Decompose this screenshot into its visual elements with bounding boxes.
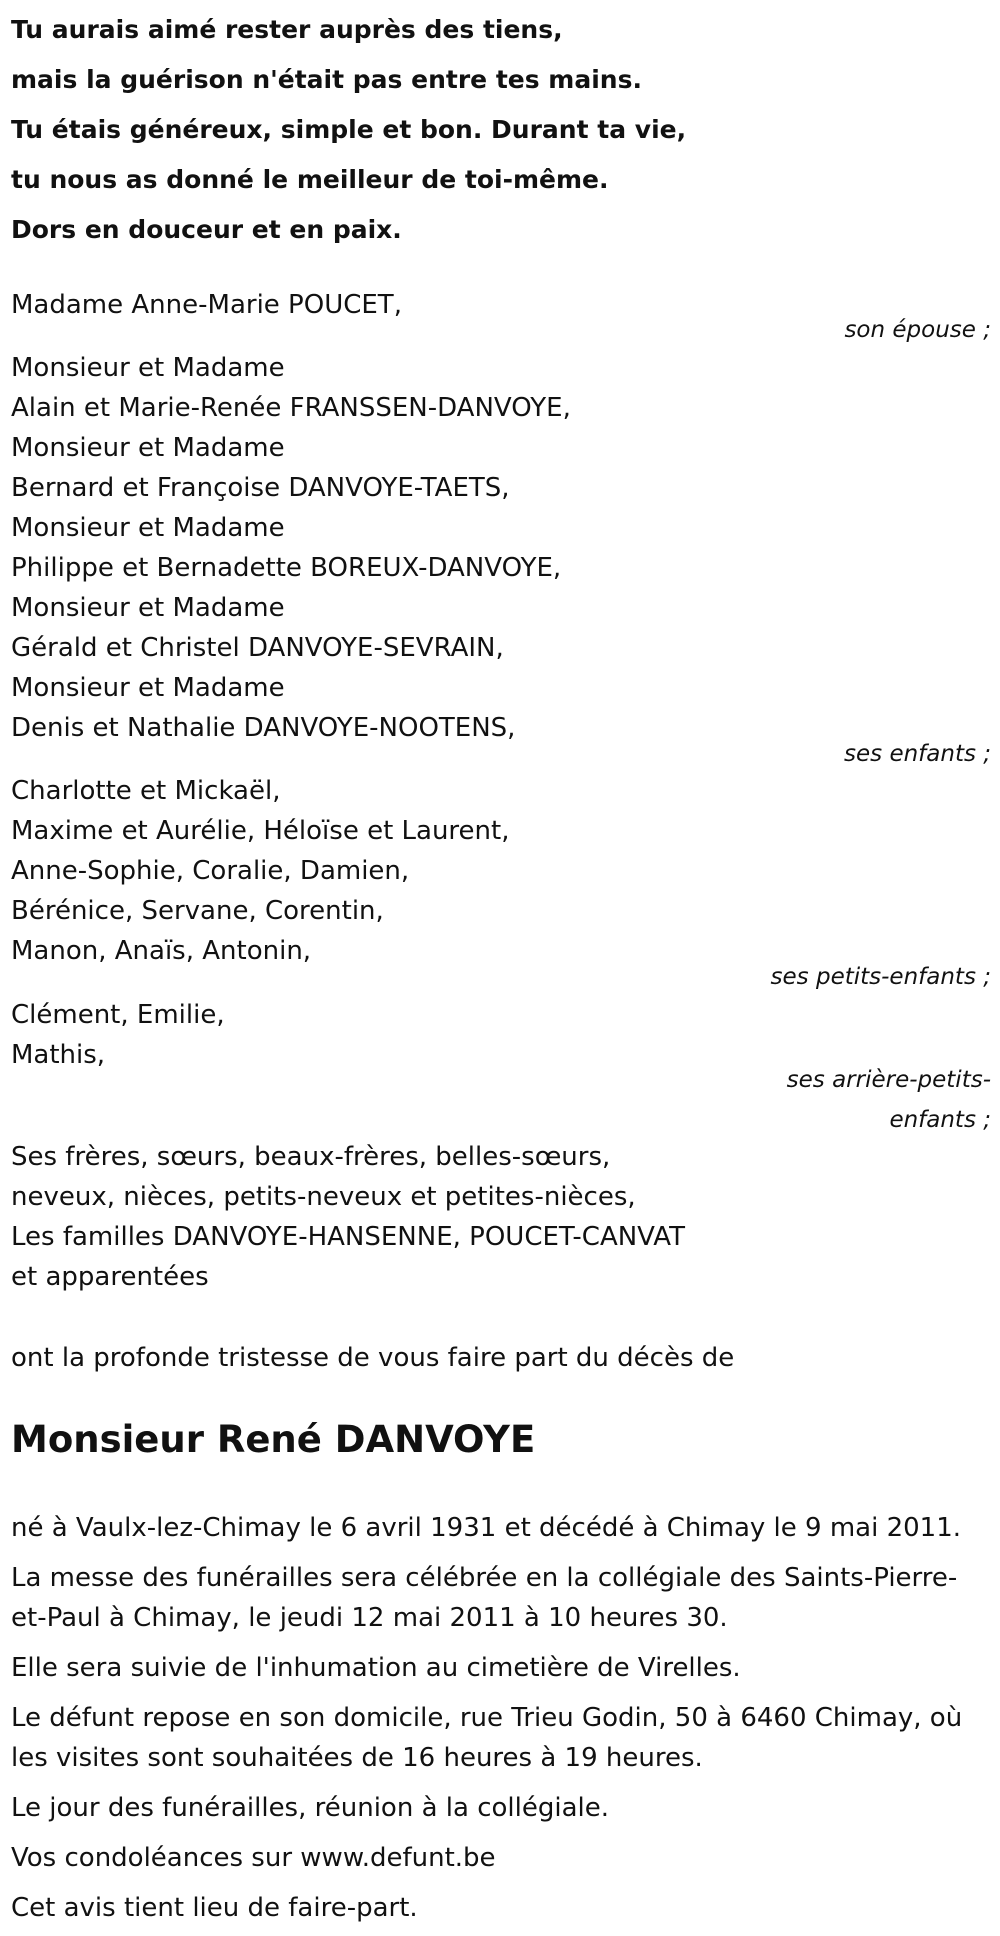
relation-spouse: son épouse ; (844, 317, 991, 343)
spouse-name: Madame Anne-Marie POUCET, (11, 290, 402, 320)
relation-grandchildren: ses petits-enfants ; (770, 964, 991, 990)
children-line: Gérald et Christel DANVOYE-SEVRAIN, (11, 633, 504, 663)
poem-line: mais la guérison n'était pas entre tes mains. (11, 65, 642, 94)
poem-line: Tu étais généreux, simple et bon. Durant ta vie, (11, 115, 687, 144)
relation-children: ses enfants ; (844, 741, 991, 767)
detail-line: Cet avis tient lieu de faire-part. (11, 1893, 418, 1923)
poem-line: Dors en douceur et en paix. (11, 215, 402, 244)
grandchildren-line: Manon, Anaïs, Antonin, (11, 936, 312, 966)
condolences-link[interactable]: Vos condoléances sur www.defunt.be (11, 1843, 496, 1873)
relatives-line: Les familles DANVOYE-HANSENNE, POUCET-CANVAT (11, 1222, 685, 1252)
children-line: Monsieur et Madame (11, 353, 285, 383)
detail-line: La messe des funérailles sera célébrée en la collégiale des Saints-Pierre- (11, 1563, 958, 1593)
children-line: Alain et Marie-Renée FRANSSEN-DANVOYE, (11, 393, 571, 423)
children-line: Monsieur et Madame (11, 673, 285, 703)
relation-great-grandchildren: enfants ; (889, 1107, 991, 1133)
children-line: Bernard et Françoise DANVOYE-TAETS, (11, 473, 510, 503)
poem (11, 5, 686, 255)
children-line: Denis et Nathalie DANVOYE-NOOTENS, (11, 713, 516, 743)
relation-great-grandchildren: ses arrière-petits- (786, 1067, 991, 1093)
grandchildren-line: Charlotte et Mickaël, (11, 776, 281, 806)
detail-line: Le défunt repose en son domicile, rue Trieu Godin, 50 à 6460 Chimay, où (11, 1703, 963, 1733)
poem-line: tu nous as donné le meilleur de toi-même. (11, 165, 609, 194)
grandchildren-line: Bérénice, Servane, Corentin, (11, 896, 384, 926)
detail-line: Le jour des funérailles, réunion à la collégiale. (11, 1793, 609, 1823)
detail-line: les visites sont souhaitées de 16 heures à 19 heures. (11, 1743, 703, 1773)
grandchildren-line: Anne-Sophie, Coralie, Damien, (11, 856, 410, 886)
great-grandchildren-line: Mathis, (11, 1040, 106, 1070)
announcement-text: ont la profonde tristesse de vous faire part du décès de (11, 1343, 735, 1373)
deceased-name: Monsieur René DANVOYE (11, 1418, 536, 1461)
relatives-line: neveux, nièces, petits-neveux et petites-nièces, (11, 1182, 636, 1212)
grandchildren-line: Maxime et Aurélie, Héloïse et Laurent, (11, 816, 510, 846)
relatives-line: Ses frères, sœurs, beaux-frères, belles-sœurs, (11, 1142, 611, 1172)
detail-line: Elle sera suivie de l'inhumation au cimetière de Virelles. (11, 1653, 741, 1683)
children-line: Philippe et Bernadette BOREUX-DANVOYE, (11, 553, 562, 583)
children-line: Monsieur et Madame (11, 513, 285, 543)
relatives-line: et apparentées (11, 1262, 209, 1292)
poem-line: Tu aurais aimé rester auprès des tiens, (11, 15, 563, 44)
detail-line: et-Paul à Chimay, le jeudi 12 mai 2011 à 10 heures 30. (11, 1603, 728, 1633)
great-grandchildren-line: Clément, Emilie, (11, 1000, 225, 1030)
children-line: Monsieur et Madame (11, 433, 285, 463)
children-line: Monsieur et Madame (11, 593, 285, 623)
detail-line: né à Vaulx-lez-Chimay le 6 avril 1931 et décédé à Chimay le 9 mai 2011. (11, 1513, 962, 1543)
